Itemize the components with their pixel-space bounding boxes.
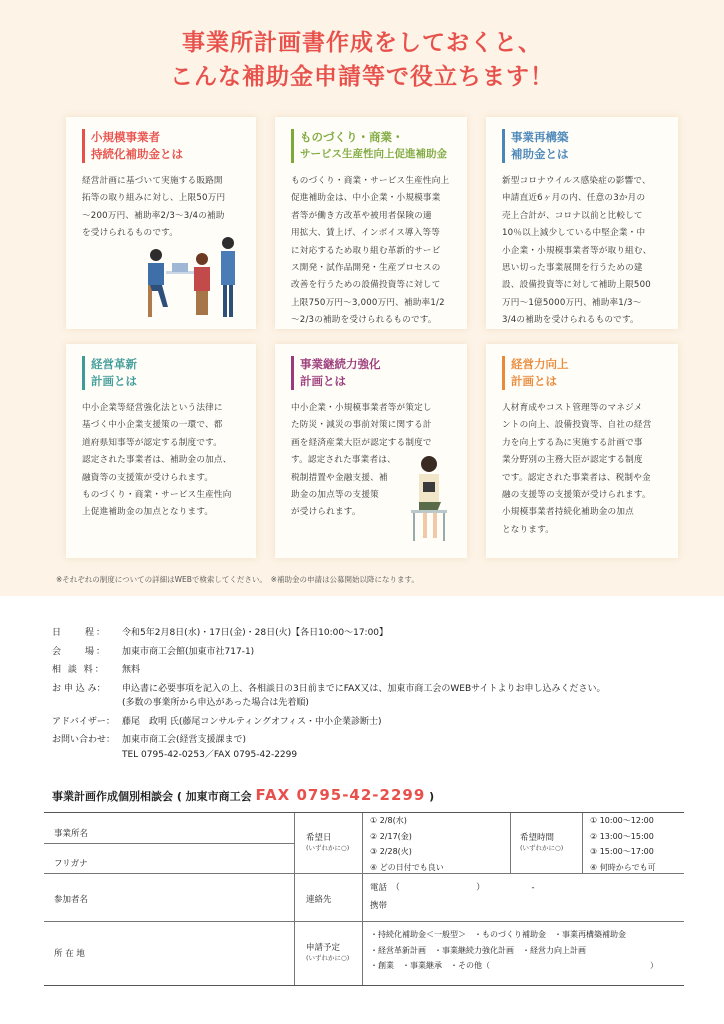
furigana-label: フリガナ	[54, 859, 88, 869]
card-line: 促進補助金は、中小企業・小規模事業	[291, 193, 441, 204]
form-divider	[582, 813, 583, 873]
participant-field[interactable]	[128, 877, 290, 917]
card-title: 事業継続力強化	[300, 357, 381, 371]
plan-option[interactable]: ・創業 ・事業継承 ・その他（ ）	[370, 961, 658, 970]
card-title: 経営力向上	[511, 357, 569, 371]
card-line: 拓等の取り組みに対し、上限50万円	[82, 193, 226, 204]
date-option[interactable]: ④ どの日付でも良い	[370, 862, 444, 872]
info-date	[52, 626, 692, 641]
card-jigyou-keizoku	[275, 344, 467, 558]
date-label	[306, 831, 349, 852]
date-option[interactable]: ③ 2/28(火)	[370, 847, 412, 856]
card-line: 認定された事業者は、補助金の加点、	[82, 455, 232, 466]
participant-label: 参加者名	[54, 895, 89, 905]
card-line: に対応するため取り組む革新的サービ	[291, 245, 441, 256]
company-name-label: 事業所名	[54, 829, 89, 839]
card-line: 〜2/3の補助を受けられるものです。	[291, 315, 437, 326]
woman-with-tablet-illustration	[407, 454, 453, 544]
card-line: 上促進補助金の加点となります。	[82, 507, 214, 518]
card-line: 税制措置や金融支援、補	[291, 472, 388, 483]
card-line: 思い切った事業展開を行うための建	[502, 263, 643, 274]
headline	[0, 26, 724, 94]
card-monodukuri	[275, 117, 467, 329]
card-title: 補助金とは	[511, 147, 569, 161]
info-value	[122, 733, 692, 762]
card-title: 経営革新	[91, 357, 137, 371]
card-line: 助金の加点等の支援策	[291, 490, 379, 501]
info-value	[122, 682, 692, 711]
card-line: 売上合計が、コロナ以前と比較して	[502, 210, 643, 221]
form-divider	[44, 921, 684, 922]
form-divider	[44, 843, 294, 844]
time-options	[590, 813, 656, 875]
info-apply	[52, 682, 692, 711]
card-body	[502, 173, 664, 330]
info-contact	[52, 733, 692, 762]
furigana-field[interactable]	[128, 847, 290, 871]
card-title: 計画とは	[511, 374, 557, 388]
card-body	[82, 400, 242, 522]
card-keieiryoku-koujou	[486, 344, 678, 558]
info-line: (多数の事業所から申込があった場合は先着順)	[122, 698, 309, 708]
application-form	[44, 812, 684, 986]
info-line: 申込書に必要事項を記入の上、各相談日の3日前までにFAX又は、加東市商工会のWEBサイトよりお申し込みください。	[122, 683, 606, 694]
card-line: 融資等の支援策が受けられます。	[82, 472, 214, 483]
card-title: ものづくり・商業・	[300, 130, 404, 144]
card-title: 計画とは	[91, 374, 137, 388]
address-label: 所 在 地	[54, 949, 85, 959]
info-label: お 申 込 み：	[52, 683, 106, 694]
headline-line1: 事業所計画書作成をしておくと、	[182, 30, 542, 56]
card-line: 10％以上減少している中堅企業・中	[502, 228, 646, 239]
form-title-text: 事業計画作成個別相談会 ( 加東市商工会	[52, 790, 252, 803]
info-label: 相 談 料：	[52, 665, 106, 675]
phone-field[interactable]: 電話 （ ） -	[370, 883, 535, 893]
card-line: 画を経済産業大臣が認定する制度で	[291, 437, 432, 448]
address-field[interactable]	[128, 925, 290, 983]
card-line: です。認定された事業者は、税制や金	[502, 472, 651, 483]
card-line: 中小企業・小規模事業者等が策定し	[291, 403, 432, 413]
info-line: 加東市商工会(経営支援課まで)	[122, 735, 247, 745]
card-line: 申請直近6ヶ月の内、任意の3か月の	[502, 193, 646, 204]
info-label: お問い合わせ：	[52, 735, 116, 745]
contact-fields	[370, 879, 535, 915]
card-line: 万円〜1億5000万円、補助率1/3〜	[502, 297, 642, 308]
plan-option[interactable]: ・持続化補助金＜一般型＞ ・ものづくり補助金 ・事業再構築補助金	[370, 930, 626, 939]
card-line: ス開発・試作品開発・生産プロセスの	[291, 263, 441, 274]
card-line: ものづくり・商業・サービス生産性向	[82, 490, 232, 501]
time-label-text: 希望時間	[520, 833, 555, 843]
card-line: 設、設備投資等に対して補助上限500	[502, 280, 651, 291]
card-line: 力を向上する為に実施する計画で事	[502, 437, 643, 448]
mobile-field[interactable]: 携帯	[370, 901, 388, 911]
card-line: を受けられるものです。	[82, 228, 179, 239]
info-value: 藤尾 政明 氏(藤尾コンサルティングオフィス・中小企業診断士)	[122, 716, 382, 727]
card-line: となります。	[502, 524, 555, 535]
date-option[interactable]: ① 2/8(水)	[370, 816, 407, 825]
time-option[interactable]: ② 13:00〜15:00	[590, 831, 654, 841]
card-title: 事業再構築	[511, 130, 569, 144]
info-fee	[52, 663, 692, 678]
form-divider	[44, 873, 294, 874]
card-line: た防災・減災の事前対策に関する計	[291, 420, 432, 431]
card-line: 基づく中小企業支援策の一環で、都	[82, 420, 223, 431]
time-option[interactable]: ① 10:00〜12:00	[590, 816, 654, 825]
card-line: 小規模事業者持続化補助金の加点	[502, 507, 634, 518]
plan-label-text: 申請予定	[306, 943, 341, 953]
card-line: 3/4の補助を受けられるものです。	[502, 315, 639, 326]
form-divider	[510, 813, 511, 873]
info-advisor	[52, 715, 692, 730]
card-saikouchiku	[486, 117, 678, 329]
form-divider	[294, 813, 295, 985]
form-title	[52, 786, 434, 804]
date-label-text: 希望日	[306, 833, 332, 843]
date-option[interactable]: ② 2/17(金)	[370, 831, 412, 841]
card-line: ものづくり・商業・サービス生産性向上	[291, 176, 450, 186]
card-title: 小規模事業者	[91, 130, 160, 144]
meeting-illustration	[136, 229, 246, 324]
info-venue	[52, 645, 692, 660]
time-option[interactable]: ③ 15:00〜17:00	[590, 847, 654, 856]
card-body	[291, 173, 453, 330]
footnote: ※それぞれの制度についての詳細はWEBで検索してください。 ※補助金の申請は公募開始以降になります。	[56, 575, 419, 584]
card-line: 改善を行うための設備投資等に対して	[291, 280, 441, 291]
plan-options	[370, 927, 658, 974]
plan-sub-text: (いずれかに○)	[306, 954, 350, 962]
form-divider	[362, 813, 363, 985]
card-line: 小企業・小規模事業者等が取り組む、	[502, 245, 652, 256]
contact-label: 連絡先	[306, 895, 332, 905]
info-label: アドバイザー：	[52, 716, 115, 727]
card-line: 人材育成やコスト管理等のマネジメ	[502, 403, 643, 413]
card-title: 持続化補助金とは	[91, 147, 183, 161]
info-value: 令和5年2月8日(水)・17日(金)・28日(火)【各日10:00〜17:00】	[122, 628, 389, 638]
card-line: 〜200万円、補助率2/3〜3/4の補助	[82, 210, 225, 221]
card-line: 者等が働き方改革や被用者保険の適	[291, 210, 432, 221]
card-keiei-kakushin	[66, 344, 256, 558]
plan-label	[306, 941, 349, 962]
card-line: 新型コロナウイルス感染症の影響で、	[502, 176, 651, 186]
card-title: サービス生産性向上促進補助金	[300, 148, 447, 160]
date-sub-text: (いずれかに○)	[306, 844, 350, 852]
time-option[interactable]: ④ 何時からでも可	[590, 862, 656, 872]
company-name-field[interactable]	[128, 817, 290, 841]
card-line: 用拡大、賃上げ、インボイス導入等等	[291, 228, 441, 239]
card-line: 道府県知事等が認定する制度です。	[82, 437, 223, 448]
card-line: 中小企業等経営強化法という法律に	[82, 403, 223, 413]
card-jizokuka	[66, 117, 256, 329]
card-line: 業分野別の主務大臣が認定する制度	[502, 455, 643, 466]
form-title-end: )	[429, 790, 435, 803]
card-body	[502, 400, 664, 539]
card-line: 融の支援等の支援策が受けられます。	[502, 490, 651, 501]
card-line: す。認定された事業者は、	[291, 455, 396, 466]
card-title: 計画とは	[300, 374, 346, 388]
event-info	[52, 626, 692, 762]
headline-line2: こんな補助金申請等で役立ちます！	[170, 64, 554, 90]
info-label: 会 場：	[52, 646, 108, 657]
info-value: 加東市商工会館(加東市社717-1)	[122, 646, 255, 657]
time-label	[520, 831, 563, 852]
info-line: TEL 0795-42-0253／FAX 0795-42-2299	[122, 749, 298, 760]
date-options	[370, 813, 444, 875]
plan-option[interactable]: ・経営革新計画 ・事業継続力強化計画 ・経営力向上計画	[370, 945, 586, 955]
info-label: 日 程：	[52, 628, 108, 638]
card-line: ントの向上、設備投資等、自社の経営	[502, 420, 652, 431]
card-line: 上限750万円〜3,000万円、補助率1/2	[291, 297, 445, 308]
card-line: 経営計画に基づいて実施する販路開	[82, 176, 223, 186]
card-line: が受けられます。	[291, 507, 361, 518]
time-sub-text: (いずれかに○)	[520, 844, 564, 852]
fax-number: FAX 0795-42-2299	[255, 786, 426, 804]
info-value: 無料	[122, 665, 141, 675]
